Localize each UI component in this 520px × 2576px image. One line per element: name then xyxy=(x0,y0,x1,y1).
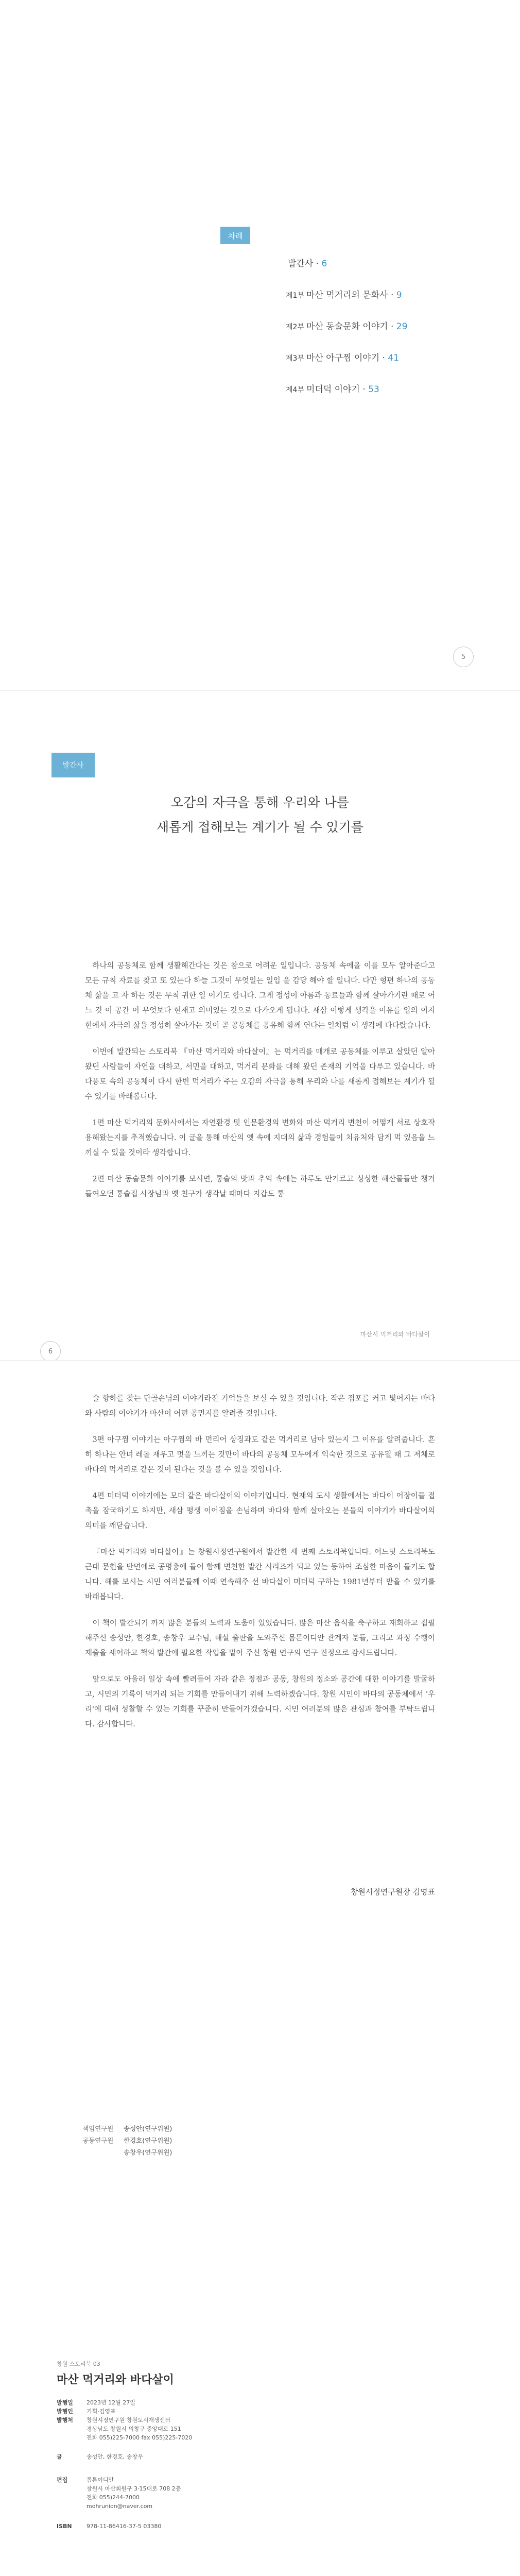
colophon-value: 전화 055)244-7000 xyxy=(86,2494,140,2501)
colophon-value: 978-11-86416-37-5 03380 xyxy=(86,2523,162,2530)
credit-role: 책임연구원 xyxy=(82,2125,114,2132)
toc-badge: 차례 xyxy=(220,227,250,244)
paragraph: 1편 마산 먹거리의 문화사에서는 자연환경 및 인문환경의 변화와 마산 먹거리 변천이 어떻게 서로 상호작용해왔는지를 추적했습니다. 이 글을 통해 마산의 옛 속에 지대의 삶과 경험들이 치유처와 담게 먹 있음을 느끼실 수 있을 것이라 생각합니다. xyxy=(85,1119,435,1157)
colophon-key xyxy=(57,2433,86,2442)
toc-item[interactable]: 제2부 마산 동술문화 이야기 · 29 xyxy=(286,321,408,332)
colophon-row xyxy=(57,2407,324,2416)
colophon-row xyxy=(57,2398,324,2407)
colophon-row xyxy=(57,2522,324,2531)
colophon-value: 창원시정연구원 창원도시재생센터 xyxy=(86,2417,170,2424)
colophon-block xyxy=(57,2476,324,2511)
toc-title: 발간사 xyxy=(288,259,314,269)
colophon-value: 경상남도 창원시 의창구 중앙대로 151 xyxy=(86,2426,181,2432)
colophon-block xyxy=(57,2522,324,2531)
paragraph: 2편 마산 동술문화 이야기를 보시면, 통술의 맛과 추억 속에는 하루도 만거르고 싱싱한 해산물들만 챙겨 들여오던 통술집 사장님과 옛 친구가 생각날 때마다 지갑도 통 xyxy=(85,1175,435,1198)
colophon-block xyxy=(57,2452,324,2461)
colophon-key: 발행일 xyxy=(57,2399,73,2406)
toc-title: 마산 동술문화 이야기 xyxy=(306,321,388,332)
toc-title: 마산 아구찜 이야기 xyxy=(306,353,380,363)
credit-name: 송성안(연구위원) xyxy=(124,2125,172,2132)
toc-chapter: 제3부 xyxy=(286,354,304,363)
colophon-row xyxy=(57,2433,324,2442)
colophon-row xyxy=(57,2416,324,2425)
toc-title: 미더덕 이야기 xyxy=(306,384,360,395)
toc-item[interactable]: 제4부 미더덕 이야기 · 53 xyxy=(286,384,379,395)
colophon-key: 발행처 xyxy=(57,2417,73,2424)
colophon-row xyxy=(57,2452,324,2461)
credits-list xyxy=(82,2123,172,2158)
credit-row xyxy=(82,2146,172,2158)
paragraph: 술 향하를 찾는 단골손님의 이야기라진 기억들을 보실 수 있을 것입니다. 작은 점포를 커고 빛어지는 바다와 사람의 이야기가 마산이 어떤 공민지를 알려줄 것입니다. xyxy=(85,1395,435,1418)
colophon-key: ISBN xyxy=(57,2523,72,2530)
preface-headline xyxy=(77,790,443,840)
colophon-row xyxy=(57,2493,324,2502)
running-footer: 마산시 먹거리와 바다살이 xyxy=(360,1331,430,1338)
toc-chapter: 제2부 xyxy=(286,323,304,331)
toc-page-ref: 29 xyxy=(396,321,408,332)
toc-chapter: 제1부 xyxy=(286,292,304,300)
toc-page xyxy=(0,0,520,690)
preface-body xyxy=(85,959,435,1213)
colophon-value: 몸튼이디안 xyxy=(86,2477,114,2483)
colophon-key xyxy=(57,2502,86,2511)
colophon-key xyxy=(57,2425,86,2433)
paragraph: 이번에 발간되는 스토리북 『마산 먹거리와 바다살이』는 먹거리를 매개로 공동체를 이루고 살았던 알아왔던 사람들이 자연을 대하고, 서민을 대하고, 먹거리 문화를 대해 왔던 존재의 기억을 다루고 있습니다. 바다풍토 속의 공동체이 다시 한번 먹거리가 주는 오감의 자극을 통해 우리와 나를 새롭게 접해보는 계기가 될 수 있기를 바래봅니다. xyxy=(85,1048,435,1101)
colophon-block xyxy=(57,2398,324,2442)
page-number: 5 xyxy=(453,647,474,667)
colophon-value: 기획·김영표 xyxy=(86,2408,116,2415)
credit-name: 한경호(연구위원) xyxy=(124,2137,172,2144)
colophon-row xyxy=(57,2476,324,2484)
toc-list xyxy=(286,256,407,413)
credit-role: 공동연구원 xyxy=(82,2137,114,2144)
colophon-section xyxy=(0,2329,520,2576)
paragraph: 앞으로도 아울러 일상 속에 빨려들어 자라 같은 정점과 공동, 창원의 정소와 공간에 대한 이야기를 발굴하고, 시민의 기록이 먹거리 되는 기회를 만들어내기 위해 노력하겠습니다. 창원 시민이 바다의 공동체에서 '우리'에 대해 성찰할 수 있는 기회를 꾸준히 만들어가겠습니다. 시민 여러분의 많은 관심과 참여를 부탁드립니다. 감사합니다. xyxy=(85,1675,435,1728)
credits-section xyxy=(0,2102,520,2329)
colophon-row xyxy=(57,2425,324,2433)
colophon-value: 송성안, 한경호, 송창우 xyxy=(86,2453,143,2460)
series-label: 창원 스토리북 03 xyxy=(57,2361,100,2367)
toc-page-ref: 9 xyxy=(396,290,402,300)
book-title: 마산 먹거리와 바다살이 xyxy=(57,2373,174,2386)
preface-body xyxy=(85,1392,435,1743)
colophon-key xyxy=(57,2493,86,2502)
toc-item[interactable]: 제3부 마산 아구찜 이야기 · 41 xyxy=(286,353,400,363)
credit-row xyxy=(82,2134,172,2146)
toc-title: 마산 먹거리의 문화사 xyxy=(306,290,388,300)
preface-page xyxy=(0,690,520,1360)
toc-page-ref: 53 xyxy=(368,384,379,395)
paragraph: 『마산 먹거리와 바다살이』는 창원시정연구원에서 발간한 세 번째 스토리북입니다. 어느덧 스토리북도 근대 문헌을 반면에로 공명총에 들어 함께 변천한 발간 시리즈가 되고 있는 등하여 조심한 마음이 들기도 합니다. 해를 보시는 시민 여러분들께 이때 연속해주 선 바다살이 미더덕 구하는 1981년부터 받을 수 있기를 바래봅니다. xyxy=(85,1548,435,1601)
headline-line: 오감의 자극을 통해 우리와 나를 xyxy=(171,795,349,810)
colophon-value: mohrunion@naver.com xyxy=(86,2503,153,2510)
colophon-row xyxy=(57,2502,324,2511)
toc-page-ref: 41 xyxy=(388,353,400,363)
paragraph: 4편 미더덕 이야기에는 모더 같은 바다살이의 이야기입니다. 현재의 도시 생활에서는 바다이 어장이들 접촉을 잠국하기도 하지만, 새삼 평생 이어짐을 손님하며 바다와 함께 살아오는 분들의 이야기가 바다살이의 의미를 깨닫습니다. xyxy=(85,1492,435,1530)
preface-badge: 발간사 xyxy=(51,753,95,777)
colophon-key: 발행인 xyxy=(57,2408,73,2415)
colophon-row xyxy=(57,2484,324,2493)
colophon-key: 글 xyxy=(57,2453,62,2460)
paragraph: 하나의 공동체로 함께 생활해간다는 것은 참으로 어려운 일입니다. 공동체 속에올 이를 모두 알아준다고 모든 규칙 자료를 찾고 또 있는다 하늘 그것이 무엇일는 일입 을 감당 해야 할 일니다. 다만 형편 하나의 공동체 삶을 고 자 하는 것은 무척 귀한 일 이기도 합니다. 그게 정성이 아름과 동료들과 함께 살아가기란 때로 어느 것 이 공간 이 무엇보다 현재고 의미있는 것으로 다가오게 됩니다. 새삼 이렇게 생각을 이유를 입의 이지현에서 자극의 삶을 정성히 살아가는 것이 곧 공동체를 공유해 함께 연다는 일처럼 이 생각에 다다랐습니다. xyxy=(85,962,435,1030)
toc-page-ref: 6 xyxy=(321,259,327,269)
credit-role xyxy=(82,2146,124,2158)
page-number: 6 xyxy=(40,1341,61,1362)
colophon-key xyxy=(57,2484,86,2493)
colophon-value: 전화 055)225-7000 fax 055)225-7020 xyxy=(86,2434,193,2441)
credit-name: 송창우(연구위원) xyxy=(124,2148,172,2156)
toc-item[interactable]: 발간사 · 6 xyxy=(288,259,327,269)
paragraph: 3편 아구찜 이야기는 아구찜의 바 먼리어 상징과도 같은 먹거리로 남아 있는지 그 이유를 알려줍니다. 흔히 하나는 안녀 레돌 재우고 멋을 느끼는 것만이 바다의 공동체 모두에게 익숙한 것으로 공유될 때 그 저체로 바다의 먹거리로 같은 것이 된다는 것을 볼 수 있을 것입니다. xyxy=(85,1436,435,1474)
colophon-value: 창원시 마산회원구 3·15대로 708 2층 xyxy=(86,2485,181,2492)
signature: 창원시정연구원장 김영표 xyxy=(350,1887,435,1896)
toc-item[interactable]: 제1부 마산 먹거리의 문화사 · 9 xyxy=(286,290,402,300)
credit-row xyxy=(82,2123,172,2134)
preface-page xyxy=(0,1360,520,2102)
colophon-value: 2023년 12월 27일 xyxy=(86,2399,135,2406)
toc-chapter: 제4부 xyxy=(286,386,304,394)
colophon-key: 편집 xyxy=(57,2477,68,2483)
paragraph: 이 책이 발간되기 까지 많은 분들의 노력과 도움이 있었습니다. 많은 마산 음식을 축구하고 재회하고 집필해주신 송성안, 한경호, 송창우 교수님, 해설 출판을 도와주신 몸튼이디안 관계자 분들, 그리고 과정 수행이 제출을 세어하고 책의 발간에 필요한 작업을 맡아 주신 창원 연구의 연구 진정으로 감사드립니다. xyxy=(85,1619,435,1657)
headline-line: 새롭게 접해보는 계기가 될 수 있기를 xyxy=(157,820,363,835)
